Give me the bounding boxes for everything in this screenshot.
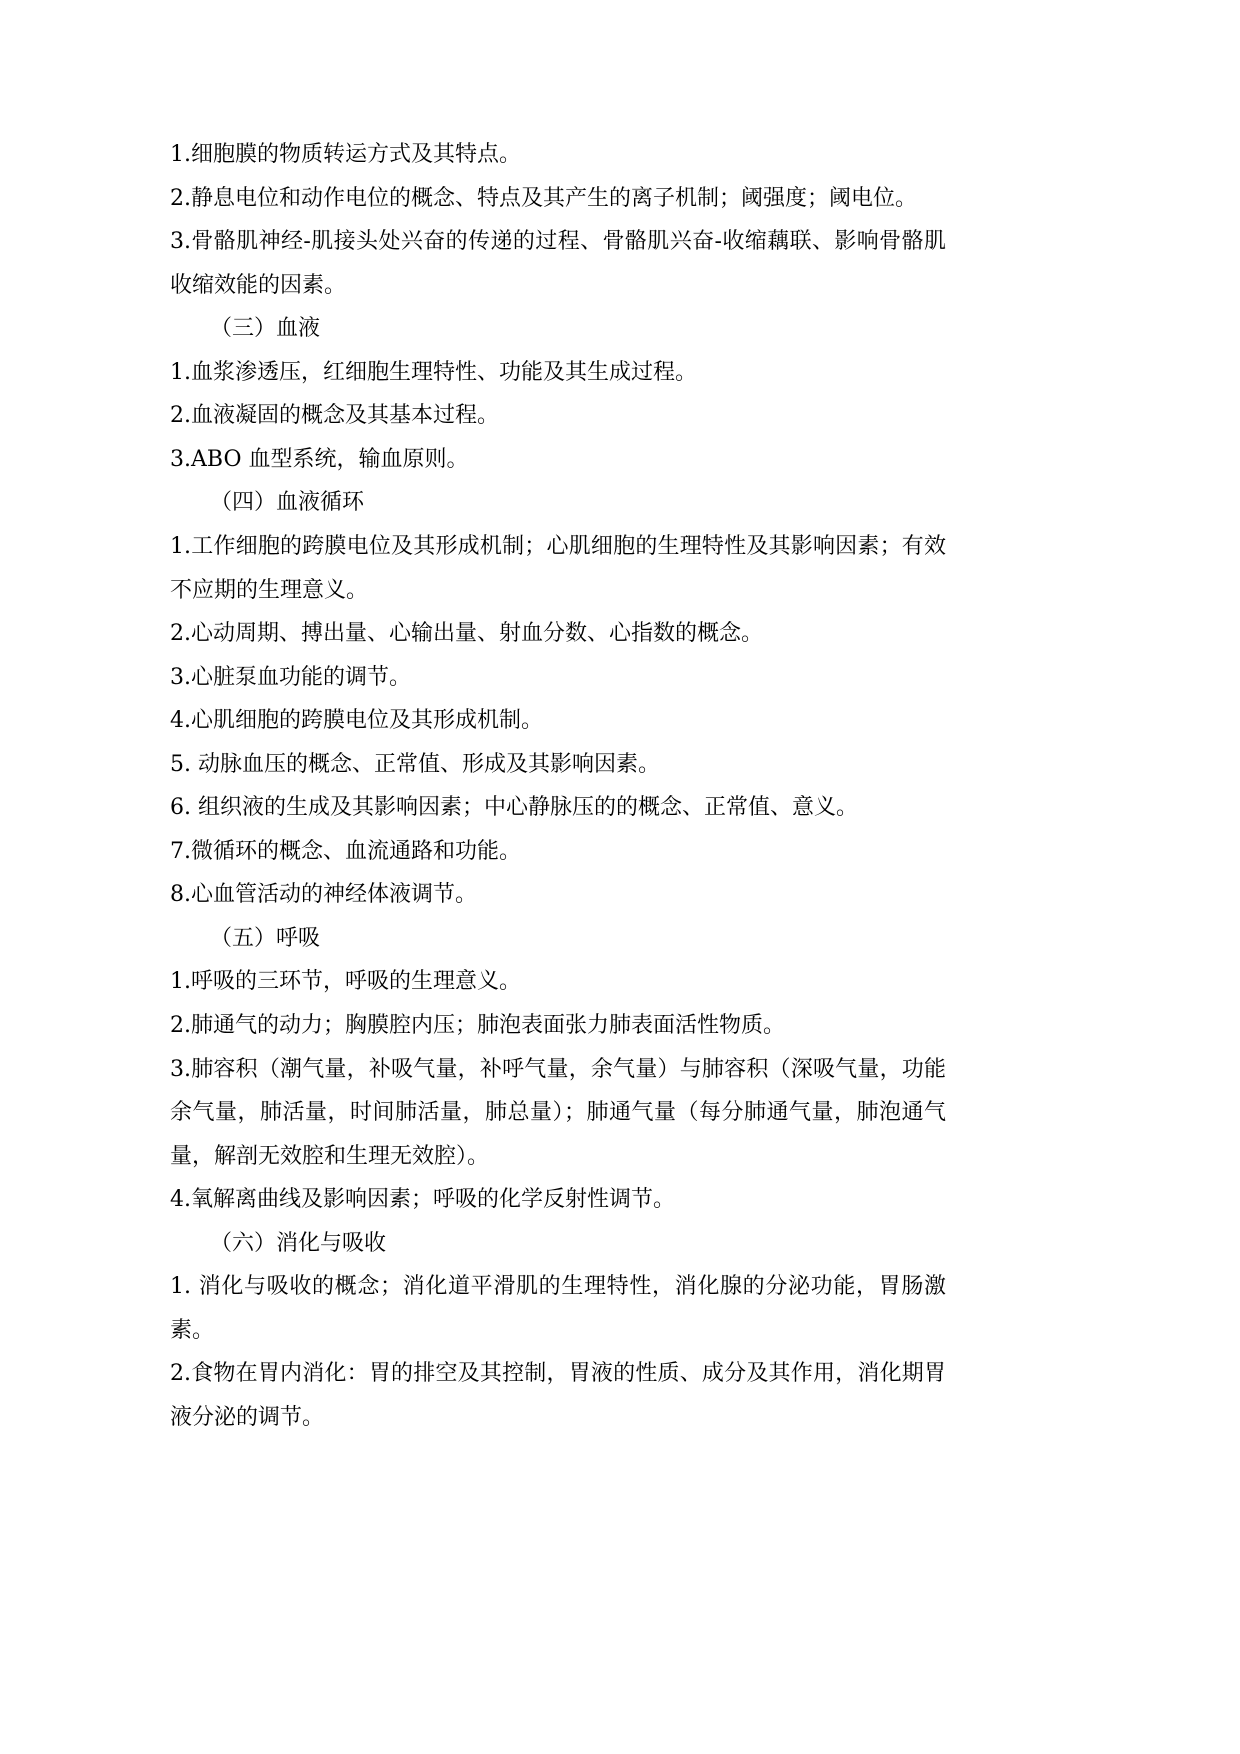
list-item-line: 1.工作细胞的跨膜电位及其形成机制；心肌细胞的生理特性及其影响因素；有效 bbox=[170, 533, 946, 559]
section-heading: （六）消化与吸收 bbox=[210, 1230, 387, 1256]
list-item-line: 2.静息电位和动作电位的概念、特点及其产生的离子机制；阈强度；阈电位。 bbox=[170, 185, 917, 211]
section-heading: （三）血液 bbox=[210, 316, 321, 342]
list-item-line: 液分泌的调节。 bbox=[170, 1404, 325, 1430]
list-item-line: 收缩效能的因素。 bbox=[170, 272, 347, 298]
list-item-line: 1.血浆渗透压，红细胞生理特性、功能及其生成过程。 bbox=[170, 359, 697, 385]
list-item-line: 1.细胞膜的物质转运方式及其特点。 bbox=[170, 142, 521, 167]
list-item-line: 4.心肌细胞的跨膜电位及其形成机制。 bbox=[170, 708, 543, 734]
list-item-line: 2.心动周期、搏出量、心输出量、射血分数、心指数的概念。 bbox=[170, 621, 763, 647]
list-item-line: 1.呼吸的三环节，呼吸的生理意义。 bbox=[170, 969, 521, 995]
list-item-line: 2.肺通气的动力；胸膜腔内压；肺泡表面张力肺表面活性物质。 bbox=[170, 1013, 785, 1038]
section-heading: （四）血液循环 bbox=[210, 490, 365, 516]
list-item-line: 素。 bbox=[170, 1317, 215, 1343]
list-item-line: 6. 组织液的生成及其影响因素；中心静脉压的的概念、正常值、意义。 bbox=[170, 795, 858, 821]
list-item-line: 2.食物在胃内消化：胃的排空及其控制，胃液的性质、成分及其作用，消化期胃 bbox=[170, 1361, 946, 1387]
list-item-line: 3.骨骼肌神经-肌接头处兴奋的传递的过程、骨骼肌兴奋-收缩藕联、影响骨骼肌 bbox=[170, 229, 946, 255]
list-item-line: 3.ABO 血型系统，输血原则。 bbox=[170, 446, 469, 472]
list-item-line: 1. 消化与吸收的概念；消化道平滑肌的生理特性，消化腺的分泌功能，胃肠激 bbox=[170, 1274, 946, 1300]
list-item-line: 5. 动脉血压的概念、正常值、形成及其影响因素。 bbox=[170, 751, 660, 777]
list-item-line: 余气量，肺活量，时间肺活量，肺总量）；肺通气量（每分肺通气量，肺泡通气 bbox=[170, 1100, 946, 1126]
list-item-line: 4.氧解离曲线及影响因素；呼吸的化学反射性调节。 bbox=[170, 1187, 675, 1213]
list-item-line: 不应期的生理意义。 bbox=[170, 577, 369, 603]
list-item-line: 量，解剖无效腔和生理无效腔）。 bbox=[170, 1143, 490, 1169]
list-item-line: 8.心血管活动的神经体液调节。 bbox=[170, 882, 477, 908]
list-item-line: 7.微循环的概念、血流通路和功能。 bbox=[170, 838, 521, 864]
list-item-line: 3.心脏泵血功能的调节。 bbox=[170, 664, 411, 690]
list-item-line: 3.肺容积（潮气量，补吸气量，补呼气量，余气量）与肺容积（深吸气量，功能 bbox=[170, 1056, 946, 1082]
section-heading: （五）呼吸 bbox=[210, 925, 321, 951]
list-item-line: 2.血液凝固的概念及其基本过程。 bbox=[170, 403, 499, 429]
